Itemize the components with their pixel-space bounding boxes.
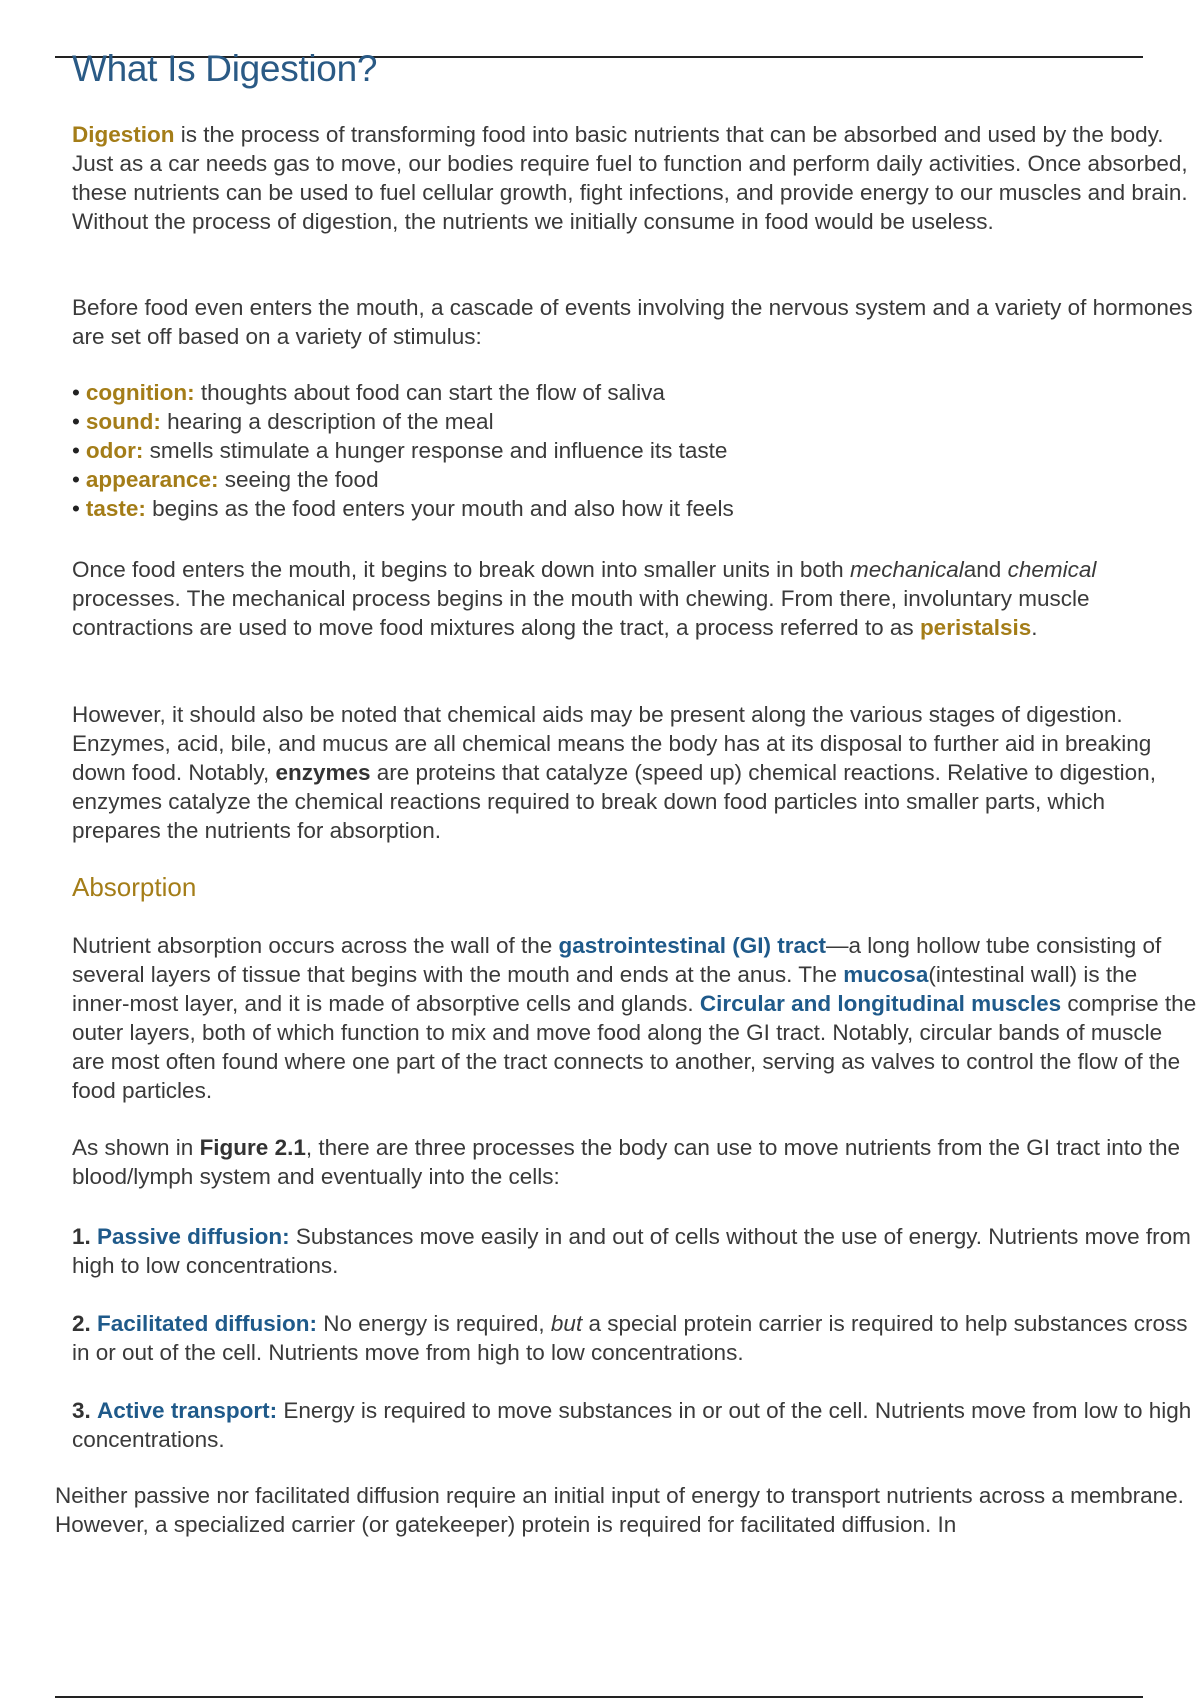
list-item (72, 465, 734, 494)
process-desc: Energy is required to move substances in or out of the cell. Nutrients move from low to high concentrations. (72, 1398, 1192, 1452)
paragraph-text: processes. The mechanical process begins in the mouth with chewing. From there, involuntary muscle contractions are used to move food mixtures along the tract, a process referred to as (72, 586, 1090, 640)
term-digestion: Digestion (72, 122, 175, 147)
paragraph-text: (intestinal wall) is the inner-most layer, and it is made of absorptive cells and glands. (72, 962, 1138, 1016)
paragraph-text: Nutrient absorption occurs across the wall of the (72, 933, 559, 958)
list-item-term: appearance: (85, 467, 219, 492)
paragraph-figure-reference (72, 1133, 1200, 1191)
paragraph-text: are proteins that catalyze (speed up) chemical reactions. Relative to digestion, enzymes catalyze the chemical reactions required to break down food particles into smaller parts, which prepares the nutrients for absorption. (72, 760, 1156, 843)
bullet-icon: • (72, 409, 80, 434)
process-term: Active transport: (97, 1398, 278, 1423)
process-number: 1. (72, 1224, 91, 1249)
emphasis-chemical: chemical (1007, 557, 1097, 582)
list-item (72, 436, 734, 465)
process-item-facilitated-diffusion (72, 1309, 1200, 1367)
process-number: 3. (72, 1398, 91, 1423)
bullet-icon: • (72, 467, 80, 492)
term-peristalsis: peristalsis (919, 615, 1032, 640)
paragraph-text: Once food enters the mouth, it begins to break down into smaller units in both (72, 557, 850, 582)
paragraph-diffusion-comparison: Neither passive nor facilitated diffusion require an initial input of energy to transport nutrients across a membrane. However, a specialized carrier (or gatekeeper) protein is required for facilitated diffusion. In (55, 1483, 1184, 1537)
bottom-rule (55, 1696, 1143, 1698)
process-term: Passive diffusion: (97, 1224, 290, 1249)
paragraph-text: and (963, 557, 1008, 582)
bullet-icon: • (72, 380, 80, 405)
list-item (72, 407, 734, 436)
figure-reference: Figure 2.1 (199, 1135, 306, 1160)
list-item (72, 378, 734, 407)
list-item-term: sound: (85, 409, 161, 434)
paragraph-mechanical-chemical (72, 555, 1200, 642)
list-item-term: taste: (85, 496, 146, 521)
bullet-icon: • (72, 438, 80, 463)
list-item-desc: smells stimulate a hunger response and influence its taste (143, 438, 728, 463)
list-item-term: odor: (85, 438, 144, 463)
process-desc: a special protein carrier is required to help substances cross in or out of the cell. Nutrients move from high to low concentrations. (72, 1311, 1188, 1365)
process-desc-emphasis: but (550, 1311, 583, 1336)
process-number: 2. (72, 1311, 91, 1336)
paragraph-stimulus-intro: Before food even enters the mouth, a cascade of events involving the nervous system and a variety of hormones are set off based on a variety of stimulus: (72, 295, 1193, 349)
process-desc: Substances move easily in and out of cells without the use of energy. Nutrients move from high to low concentrations. (72, 1224, 1191, 1278)
term-muscles: Circular and longitudinal muscles (699, 991, 1062, 1016)
paragraph-text: However, it should also be noted that chemical aids may be present along the various stages of digestion. Enzymes, acid, bile, and mucus are all chemical means the body has at its disposal to further aid in breaking down food. Notably, (72, 702, 1152, 785)
paragraph-text: is the process of transforming food into basic nutrients that can be absorbed and used by the body. Just as a car needs gas to move, our bodies require fuel to function and perform daily activities. Once absorbed, these nutrients can be used to fuel cellular growth, fight infections, and provide energy to our muscles and brain. Without the process of digestion, the nutrients we initially consume in food would be useless. (72, 122, 1188, 234)
paragraph-text: , there are three processes the body can use to move nutrients from the GI tract into the blood/lymph system and eventually into the cells: (72, 1135, 1181, 1189)
paragraph-text: comprise the outer layers, both of which function to mix and move food along the GI tract. Notably, circular bands of muscle are most often found where one part of the tract connects to another, serving as valves to control the flow of the food particles. (72, 991, 1197, 1103)
stimuli-list (72, 378, 734, 523)
emphasis-mechanical: mechanical (849, 557, 964, 582)
page-title: What Is Digestion? (72, 48, 378, 89)
list-item-desc: thoughts about food can start the flow of saliva (194, 380, 665, 405)
section-heading-absorption: Absorption (72, 872, 197, 902)
paragraph-digestion-definition (72, 120, 1200, 236)
term-gi-tract: gastrointestinal (GI) tract (558, 933, 827, 958)
term-enzymes: enzymes (275, 760, 371, 785)
process-desc: No energy is required, (317, 1311, 551, 1336)
paragraph-text: As shown in (72, 1135, 200, 1160)
paragraph-text: . (1031, 615, 1038, 640)
bullet-icon: • (72, 496, 80, 521)
process-item-passive-diffusion (72, 1222, 1200, 1280)
paragraph-chemical-aids (72, 700, 1200, 845)
paragraph-absorption (72, 931, 1200, 1105)
process-item-active-transport (72, 1396, 1200, 1454)
list-item-desc: hearing a description of the meal (160, 409, 494, 434)
term-mucosa: mucosa (843, 962, 929, 987)
list-item-desc: begins as the food enters your mouth and also how it feels (145, 496, 734, 521)
process-term: Facilitated diffusion: (97, 1311, 318, 1336)
paragraph-text: —a long hollow tube consisting of several layers of tissue that begins with the mouth and ends at the anus. The (72, 933, 1162, 987)
list-item-desc: seeing the food (218, 467, 379, 492)
list-item-term: cognition: (85, 380, 195, 405)
list-item (72, 494, 734, 523)
